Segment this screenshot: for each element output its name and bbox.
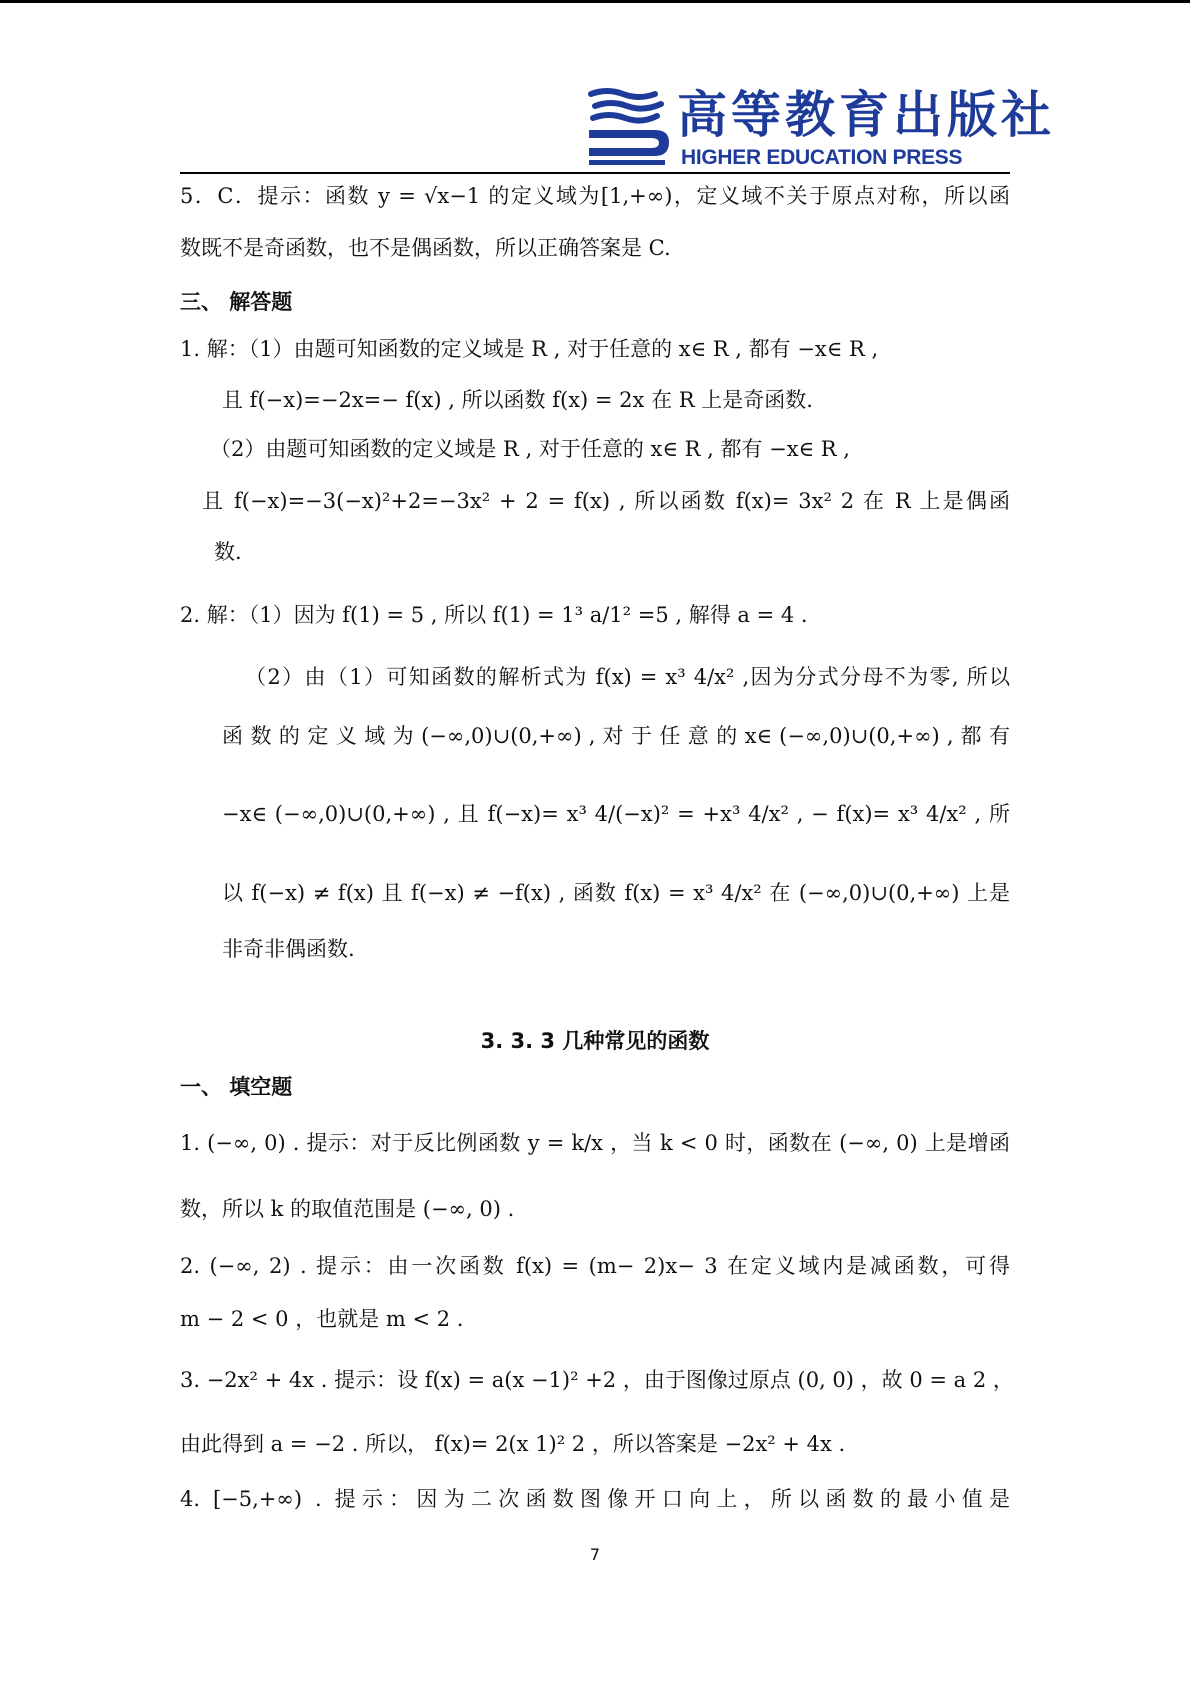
section-heading-answers: 三、 解答题 bbox=[180, 290, 293, 314]
text-line: 2. (−∞, 2) . 提示：由一次函数 f(x) = (m− 2)x− 3 在定义域内是减函数，可得 bbox=[180, 1254, 1010, 1278]
text-line: m − 2 < 0 ，也就是 m < 2 . bbox=[180, 1307, 464, 1331]
text-line: （2）由（1）可知函数的解析式为 f(x) = x³ 4/x² ,因为分式分母不为零, 所以 bbox=[245, 665, 1010, 689]
page-number: 7 bbox=[589, 1545, 601, 1564]
text-line: 1. 解：（1）由题可知函数的定义域是 R , 对于任意的 x∈ R , 都有 −x∈ R , bbox=[180, 337, 879, 361]
text-line: 数既不是奇函数，也不是偶函数，所以正确答案是 C. bbox=[180, 236, 671, 260]
publisher-emblem-icon bbox=[585, 86, 673, 166]
section-heading-fill: 一、 填空题 bbox=[180, 1075, 293, 1099]
text-line: 3. −2x² + 4x . 提示：设 f(x) = a(x −1)² +2 ，由于图像过原点 (0, 0) ，故 0 = a 2 ， bbox=[180, 1368, 1014, 1392]
text-line: 数. bbox=[214, 540, 242, 564]
text-line: 以 f(−x) ≠ f(x) 且 f(−x) ≠ −f(x) , 函数 f(x) = x³ 4/x² 在 (−∞,0)∪(0,+∞) 上是 bbox=[222, 881, 1010, 905]
text-line: 且 f(−x)=−3(−x)²+2=−3x² + 2 = f(x) , 所以函数 f(x)= 3x² 2 在 R 上是偶函 bbox=[202, 489, 1010, 513]
text-line: 非奇非偶函数. bbox=[222, 937, 355, 961]
publisher-name-cn: 高等教育出版社 bbox=[677, 85, 1055, 144]
text-line: 函 数 的 定 义 域 为 (−∞,0)∪(0,+∞) , 对 于 任 意 的 x∈ (−∞,0)∪(0,+∞) , 都 有 bbox=[222, 724, 1010, 748]
text-line: 1. (−∞, 0) . 提示：对于反比例函数 y = k/x ，当 k < 0 时，函数在 (−∞, 0) 上是增函 bbox=[180, 1131, 1010, 1155]
text-line: 5．C．提示：函数 y = √x−1 的定义域为[1,+∞)，定义域不关于原点对称，所以函 bbox=[180, 184, 1010, 208]
header-rule bbox=[180, 172, 1010, 174]
publisher-logo bbox=[585, 85, 1055, 172]
text-line: 数，所以 k 的取值范围是 (−∞, 0) . bbox=[180, 1197, 515, 1221]
page-top-rule bbox=[0, 0, 1190, 3]
text-line: （2）由题可知函数的定义域是 R , 对于任意的 x∈ R , 都有 −x∈ R , bbox=[210, 437, 850, 461]
publisher-name-en: HIGHER EDUCATION PRESS bbox=[681, 146, 963, 169]
text-line: 4. [−5,+∞) . 提示：因为二次函数图像开口向上，所以函数的最小值是 bbox=[180, 1487, 1010, 1511]
section-title: 3. 3. 3 几种常见的函数 bbox=[480, 1029, 710, 1053]
text-line: 由此得到 a = −2 . 所以， f(x)= 2(x 1)² 2 ，所以答案是 −2x² + 4x . bbox=[180, 1432, 846, 1456]
text-line: 且 f(−x)=−2x=− f(x) , 所以函数 f(x) = 2x 在 R 上是奇函数. bbox=[222, 388, 813, 412]
text-line: 2. 解：（1）因为 f(1) = 5 , 所以 f(1) = 1³ a/1² =5 , 解得 a = 4 . bbox=[180, 603, 808, 627]
text-line: −x∈ (−∞,0)∪(0,+∞) , 且 f(−x)= x³ 4/(−x)² = +x³ 4/x² , − f(x)= x³ 4/x² , 所 bbox=[222, 802, 1010, 826]
